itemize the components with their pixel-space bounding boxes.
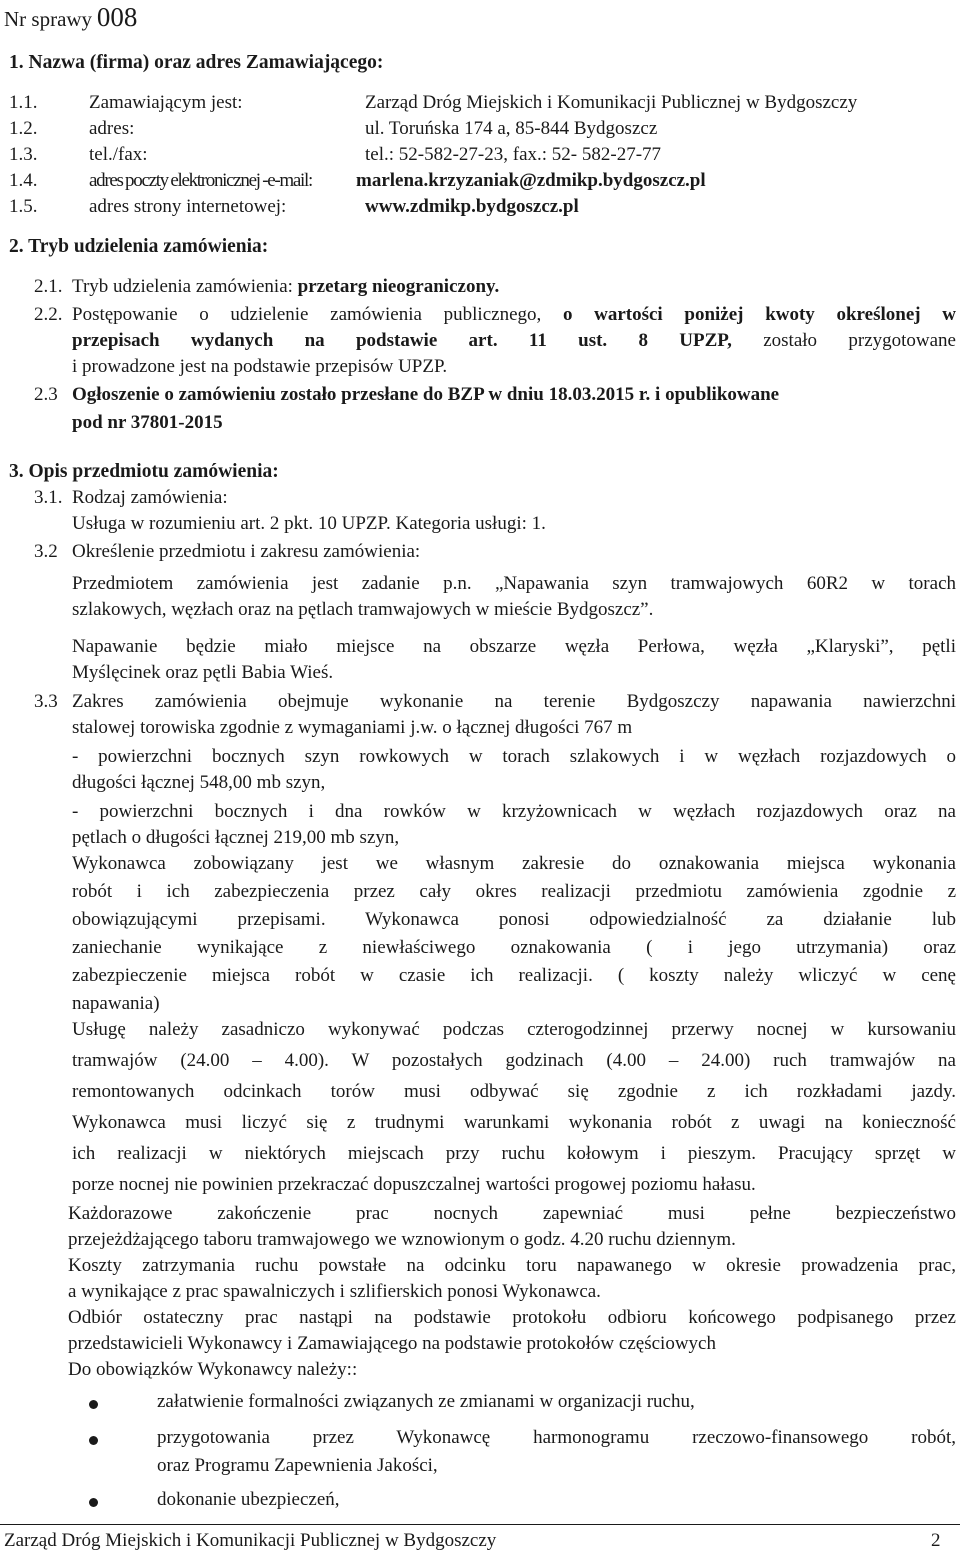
website-value: www.zdmikp.bydgoszcz.pl xyxy=(365,196,579,217)
bullet-dot-icon xyxy=(89,1498,98,1507)
p21-text xyxy=(72,276,499,298)
row-label-1-3: tel./fax: xyxy=(89,144,148,165)
p22-line-1 xyxy=(72,304,956,326)
bullet-item-2: przygotowania przez Wykonawcę harmonogramu rzeczowo-finansowego robót, xyxy=(157,1427,956,1448)
row-num-1-3: 1.3. xyxy=(9,144,38,165)
p32-line-3: Napawanie będzie miało miejsce na obszarze węzła Perłowa, węzła „Klaryski”, pętli xyxy=(72,636,956,657)
p34-line-3: Koszty zatrzymania ruchu powstałe na odcinku toru napawanego w okresie prowadzenia prac, xyxy=(68,1255,956,1276)
bullet-item-3: dokonanie ubezpieczeń, xyxy=(157,1489,340,1510)
p22-line-2-a: przepisach wydanych na podstawie art. 11 ust. 8 UPZP, xyxy=(72,330,732,351)
p31-title: Rodzaj zamówienia: xyxy=(72,487,228,508)
p33-line-14: tramwajów (24.00 – 4.00). W pozostałych godzinach (4.00 – 24.00) ruch tramwajów na xyxy=(72,1050,956,1071)
p34-line-7: Do obowiązków Wykonawcy należy:: xyxy=(68,1359,358,1380)
p33-line-1: Zakres zamówienia obejmuje wykonanie na terenie Bydgoszczy napawania nawierzchni xyxy=(72,691,956,712)
p33-line-18: porze nocnej nie powinien przekraczać dopuszczalnej wartości progowej poziomu hałasu. xyxy=(72,1174,756,1195)
p21-num: 2.1. xyxy=(34,276,63,297)
p33-line-9: obowiązującymi przepisami. Wykonawca ponosi odpowiedzialność za działanie lub xyxy=(72,909,956,930)
p33-line-7: Wykonawca zobowiązany jest we własnym zakresie do oznakowania miejsca wykonania xyxy=(72,853,956,874)
p33-line-10: zaniechanie wynikające z niewłaściwego oznakowania ( i jego utrzymania) oraz xyxy=(72,937,956,958)
case-number-label: Nr sprawy xyxy=(4,7,93,31)
p22-num: 2.2. xyxy=(34,304,63,325)
p34-line-5: Odbiór ostateczny prac nastąpi na podstawie protokołu odbioru końcowego podpisanego przez xyxy=(68,1307,956,1328)
row-num-1-1: 1.1. xyxy=(9,92,38,113)
p32-num: 3.2 xyxy=(34,541,58,562)
p34-line-4: a wynikające z prac spawalniczych i szlifierskich ponosi Wykonawca. xyxy=(68,1281,601,1302)
section-2-title: 2. Tryb udzielenia zamówienia: xyxy=(9,236,269,257)
p32-line-4: Myślęcinek oraz pętli Babia Wieś. xyxy=(72,662,334,683)
bullet-item-1: załatwienie formalności związanych ze zmianami w organizacji ruchu, xyxy=(157,1391,695,1412)
case-number xyxy=(4,2,137,33)
p23-num: 2.3 xyxy=(34,384,58,405)
section-3-title: 3. Opis przedmiotu zamówienia: xyxy=(9,461,279,482)
row-value-1-3: tel.: 52-582-27-23, fax.: 52- 582-27-77 xyxy=(365,144,662,165)
p33-line-12: napawania) xyxy=(72,993,160,1014)
p22-line-2-b: zostało przygotowane xyxy=(763,330,956,351)
p34-line-2: przejeżdżającego taboru tramwajowego we wznowionym o godz. 4.20 ruchu dziennym. xyxy=(68,1229,736,1250)
section-1-title: 1. Nazwa (firma) oraz adres Zamawiającego: xyxy=(9,52,384,73)
row-value-1-1: Zarząd Dróg Miejskich i Komunikacji Publicznej w Bydgoszczy xyxy=(365,92,858,113)
bullet-item-2-cont: oraz Programu Zapewnienia Jakości, xyxy=(157,1455,438,1476)
p22-line-1-a: Postępowanie o udzielenie zamówienia publicznego, xyxy=(72,304,542,325)
p33-line-13: Usługę należy zasadniczo wykonywać podczas czterogodzinnej przerwy nocnej w kursowaniu xyxy=(72,1019,956,1040)
bullet-dot-icon xyxy=(89,1436,98,1445)
p32-title: Określenie przedmiotu i zakresu zamówienia: xyxy=(72,541,421,562)
p33-line-15: remontowanych odcinkach torów musi odbywać się zgodnie z ich rozkładami jazdy. xyxy=(72,1081,956,1102)
p33-line-3: - powierzchni bocznych szyn rowkowych w torach szlakowych i w węzłach rozjazdowych o xyxy=(72,746,956,767)
page-number: 2 xyxy=(931,1530,941,1551)
email-value: marlena.krzyzaniak@zdmikp.bydgoszcz.pl xyxy=(356,170,706,191)
p33-line-4: długości łącznej 548,00 mb szyn, xyxy=(72,772,326,793)
p33-line-11: zabezpieczenie miejsca robót w czasie ich realizacji. ( koszty należy wliczyć w cenę xyxy=(72,965,956,986)
row-label-1-1: Zamawiającym jest: xyxy=(89,92,243,113)
footer-org: Zarząd Dróg Miejskich i Komunikacji Publicznej w Bydgoszczy xyxy=(4,1530,497,1551)
row-label-1-5: adres strony internetowej: xyxy=(89,196,287,217)
row-num-1-5: 1.5. xyxy=(9,196,38,217)
p22-line-1-b: o wartości poniżej kwoty określonej w xyxy=(562,304,956,325)
p33-num: 3.3 xyxy=(34,691,58,712)
p33-line-17: ich realizacji w niektórych miejscach przy ruchu kołowym i pieszym. Pracujący sprzęt w xyxy=(72,1143,956,1164)
p22-line-2 xyxy=(72,330,956,352)
footer-divider xyxy=(0,1524,960,1525)
p34-line-6: przedstawicieli Wykonawcy i Zamawiającego na podstawie protokołów częściowych xyxy=(68,1333,716,1354)
p22-line-3: i prowadzone jest na podstawie przepisów UPZP. xyxy=(72,356,448,377)
p23-line-1: Ogłoszenie o zamówieniu zostało przesłane do BZP w dniu 18.03.2015 r. i opublikowane xyxy=(72,384,780,405)
bullet-dot-icon xyxy=(89,1400,98,1409)
p31-num: 3.1. xyxy=(34,487,63,508)
row-num-1-4: 1.4. xyxy=(9,170,38,191)
p31-text: Usługa w rozumieniu art. 2 pkt. 10 UPZP. Kategoria usługi: 1. xyxy=(72,513,546,534)
case-number-value: 008 xyxy=(96,2,138,32)
p21-mode: przetarg nieograniczony. xyxy=(297,276,500,297)
p21-text-label: Tryb udzielenia zamówienia: xyxy=(72,276,293,297)
p32-line-2: szlakowych, węzłach oraz na pętlach tramwajowych w mieście Bydgoszcz”. xyxy=(72,599,654,620)
p33-line-6: pętlach o długości łącznej 219,00 mb szyn, xyxy=(72,827,400,848)
row-num-1-2: 1.2. xyxy=(9,118,38,139)
p33-line-5: - powierzchni bocznych i dna rowków w krzyżownicach w węzłach rozjazdowych oraz na xyxy=(72,801,956,822)
row-label-1-4: adres poczty elektronicznej -e-mail: xyxy=(89,170,312,191)
row-label-1-2: adres: xyxy=(89,118,135,139)
p33-line-2: stalowej torowiska zgodnie z wymaganiami j.w. o łącznej długości 767 m xyxy=(72,717,633,738)
row-value-1-2: ul. Toruńska 174 a, 85-844 Bydgoszcz xyxy=(365,118,658,139)
p23-line-2: pod nr 37801-2015 xyxy=(72,412,223,433)
p34-line-1: Każdorazowe zakończenie prac nocnych zapewniać musi pełne bezpieczeństwo xyxy=(68,1203,956,1224)
p32-line-1: Przedmiotem zamówienia jest zadanie p.n. „Napawania szyn tramwajowych 60R2 w torach xyxy=(72,573,956,594)
p33-line-8: robót i ich zabezpieczenia przez cały okres realizacji przedmiotu zamówienia zgodnie z xyxy=(72,881,956,902)
p33-line-16: Wykonawca musi liczyć się z trudnymi warunkami wykonania robót z uwagi na konieczność xyxy=(72,1112,956,1133)
